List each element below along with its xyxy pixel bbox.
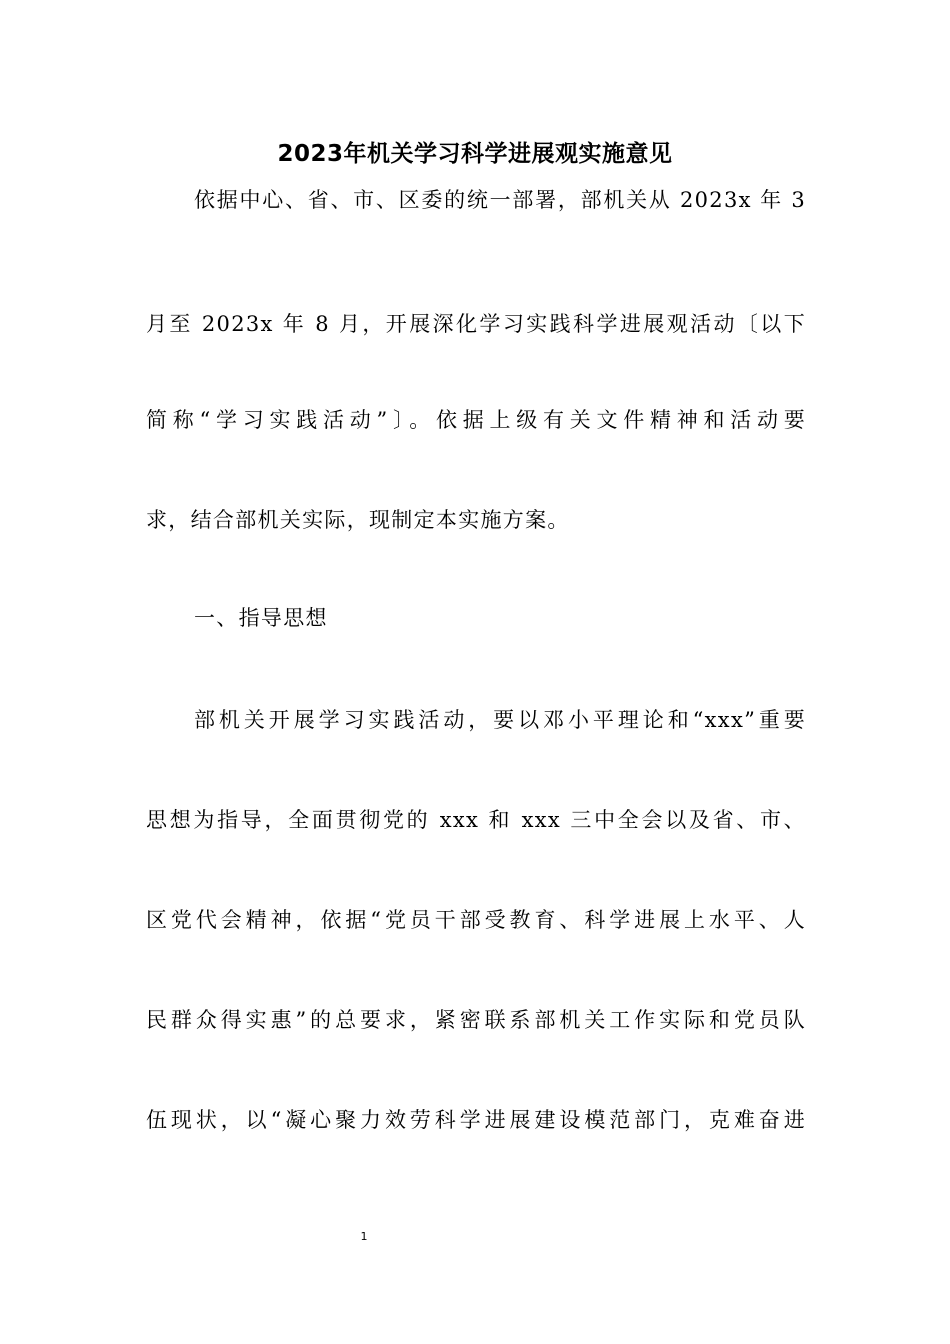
paragraph-1-line-4: 求，结合部机关实际，现制定本实施方案。 <box>146 508 570 532</box>
document-title: 2023年机关学习科学进展观实施意见 <box>277 141 673 167</box>
section-1-heading: 一、指导思想 <box>194 606 328 630</box>
paragraph-2-line-4: 民群众得实惠”的总要求，紧密联系部机关工作实际和党员队 <box>146 1008 806 1032</box>
paragraph-1-line-1: 依据中心、省、市、区委的统一部署，部机关从 2023x 年 3 <box>194 188 806 212</box>
paragraph-1-line-3: 简称“学习实践活动”〕。依据上级有关文件精神和活动要 <box>146 408 806 432</box>
paragraph-2-line-1: 部机关开展学习实践活动，要以邓小平理论和“xxx”重要 <box>194 708 806 732</box>
paragraph-1-line-2: 月至 2023x 年 8 月，开展深化学习实践科学进展观活动〔以下 <box>146 312 806 336</box>
paragraph-2-line-2: 思想为指导，全面贯彻党的 xxx 和 xxx 三中全会以及省、市、 <box>146 808 806 832</box>
page-number: 1 <box>360 1230 368 1243</box>
paragraph-2-line-5: 伍现状，以“凝心聚力效劳科学进展建设模范部门，克难奋进 <box>146 1108 806 1132</box>
paragraph-2-line-3: 区党代会精神，依据“党员干部受教育、科学进展上水平、人 <box>146 908 806 932</box>
